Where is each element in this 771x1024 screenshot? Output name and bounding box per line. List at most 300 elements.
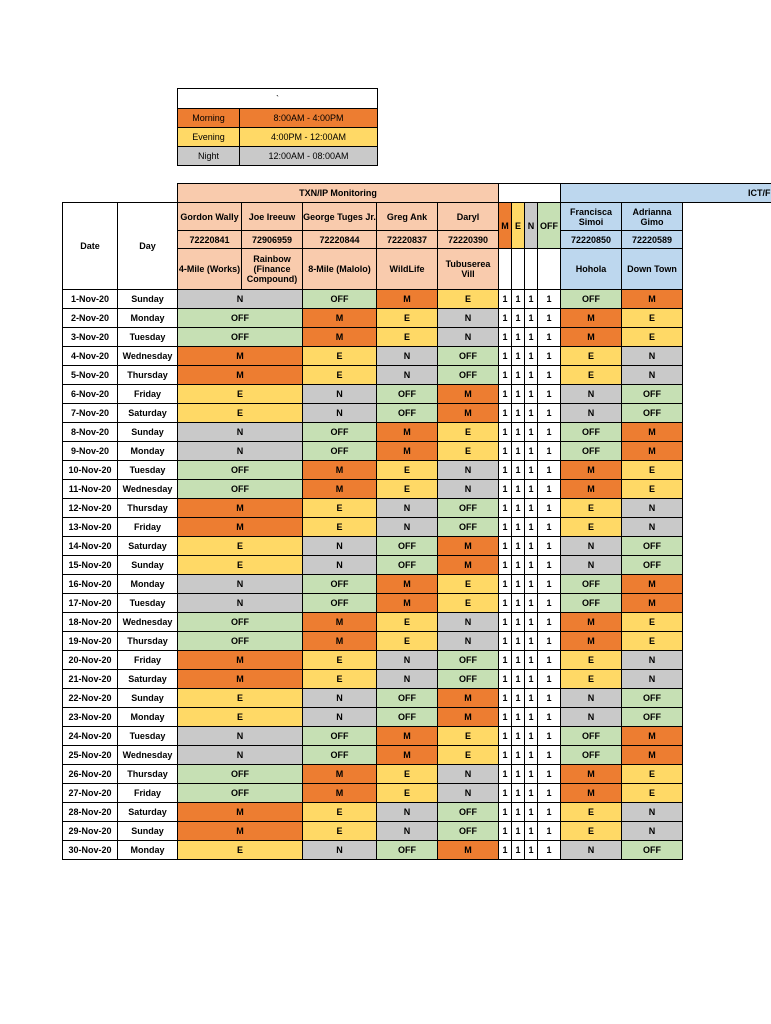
staff-name: George Tuges Jr. xyxy=(303,203,377,231)
day-cell: Friday xyxy=(118,651,178,670)
shift-cell: E xyxy=(178,385,303,404)
shift-cell: E xyxy=(438,746,499,765)
count-cell: 1 xyxy=(499,613,512,632)
shift-cell: N xyxy=(561,537,622,556)
shift-cell: N xyxy=(377,803,438,822)
shift-cell: N xyxy=(622,499,683,518)
count-cell: 1 xyxy=(538,727,561,746)
shift-cell: N xyxy=(178,290,303,309)
count-cell: 1 xyxy=(512,290,525,309)
shift-cell: N xyxy=(377,670,438,689)
shift-cell: OFF xyxy=(561,575,622,594)
count-cell: 1 xyxy=(525,727,538,746)
shift-cell: N xyxy=(377,499,438,518)
shift-cell: E xyxy=(622,632,683,651)
shift-cell: E xyxy=(622,328,683,347)
shift-cell: E xyxy=(377,328,438,347)
shift-cell: OFF xyxy=(622,841,683,860)
shift-cell: M xyxy=(622,575,683,594)
shift-cell: OFF xyxy=(178,461,303,480)
count-cell: 1 xyxy=(525,632,538,651)
count-cell: 1 xyxy=(499,575,512,594)
shift-cell: E xyxy=(377,480,438,499)
count-cell: 1 xyxy=(538,651,561,670)
count-cell: 1 xyxy=(512,727,525,746)
shift-cell: OFF xyxy=(622,556,683,575)
day-cell: Saturday xyxy=(118,670,178,689)
count-header-e: E xyxy=(512,203,525,249)
count-cell: 1 xyxy=(499,746,512,765)
count-cell: 1 xyxy=(538,556,561,575)
count-cell: 1 xyxy=(538,499,561,518)
shift-cell: OFF xyxy=(303,423,377,442)
shift-cell: OFF xyxy=(303,594,377,613)
day-column-header: Day xyxy=(118,203,178,290)
count-cell: 1 xyxy=(538,632,561,651)
count-cell: 1 xyxy=(525,328,538,347)
day-cell: Tuesday xyxy=(118,727,178,746)
staff-location: Tubuserea Vill xyxy=(438,249,499,290)
day-cell: Sunday xyxy=(118,556,178,575)
day-cell: Thursday xyxy=(118,632,178,651)
table-row xyxy=(63,765,771,784)
shift-cell: OFF xyxy=(303,575,377,594)
shift-cell: M xyxy=(622,423,683,442)
shift-cell: E xyxy=(561,822,622,841)
day-cell: Wednesday xyxy=(118,746,178,765)
shift-cell: OFF xyxy=(438,803,499,822)
shift-cell: E xyxy=(622,480,683,499)
day-cell: Thursday xyxy=(118,366,178,385)
count-cell: 1 xyxy=(499,366,512,385)
staff-id: 72220850 xyxy=(561,231,622,249)
shift-cell: E xyxy=(622,765,683,784)
shift-cell: N xyxy=(438,309,499,328)
shift-cell: N xyxy=(303,556,377,575)
shift-cell: E xyxy=(377,765,438,784)
shift-cell: E xyxy=(303,803,377,822)
shift-cell: OFF xyxy=(622,708,683,727)
shift-cell: E xyxy=(561,518,622,537)
day-cell: Monday xyxy=(118,841,178,860)
count-cell: 1 xyxy=(525,385,538,404)
staff-id: 72220589 xyxy=(622,231,683,249)
count-cell: 1 xyxy=(525,594,538,613)
shift-cell: E xyxy=(438,290,499,309)
table-row xyxy=(63,613,771,632)
shift-cell: M xyxy=(377,727,438,746)
shift-cell: M xyxy=(561,461,622,480)
shift-cell: N xyxy=(561,689,622,708)
table-row xyxy=(63,537,771,556)
shift-cell: N xyxy=(561,841,622,860)
shift-cell: OFF xyxy=(561,746,622,765)
shift-cell: N xyxy=(178,423,303,442)
count-cell: 1 xyxy=(538,537,561,556)
count-cell: 1 xyxy=(512,575,525,594)
table-row xyxy=(63,841,771,860)
staff-name: Greg Ank xyxy=(377,203,438,231)
staff-id: 72220841 xyxy=(178,231,242,249)
group-header-txn-ip: TXN/IP Monitoring xyxy=(178,184,499,203)
day-cell: Sunday xyxy=(118,822,178,841)
count-cell: 1 xyxy=(499,841,512,860)
shift-cell: N xyxy=(438,784,499,803)
shift-cell: E xyxy=(178,537,303,556)
shift-cell: OFF xyxy=(377,404,438,423)
shift-cell: M xyxy=(178,651,303,670)
shift-cell: OFF xyxy=(438,366,499,385)
count-cell: 1 xyxy=(512,841,525,860)
shift-cell: OFF xyxy=(622,385,683,404)
date-cell: 4-Nov-20 xyxy=(63,347,118,366)
count-cell: 1 xyxy=(538,328,561,347)
count-cell: 1 xyxy=(538,746,561,765)
count-cell: 1 xyxy=(499,404,512,423)
count-cell: 1 xyxy=(499,765,512,784)
shift-cell: M xyxy=(303,632,377,651)
count-cell: 1 xyxy=(525,309,538,328)
staff-name: Joe Ireeuw xyxy=(242,203,303,231)
table-row xyxy=(63,461,771,480)
shift-cell: OFF xyxy=(303,290,377,309)
shift-cell: M xyxy=(303,613,377,632)
date-cell: 2-Nov-20 xyxy=(63,309,118,328)
shift-cell: N xyxy=(303,689,377,708)
shift-cell: M xyxy=(561,765,622,784)
shift-cell: M xyxy=(438,537,499,556)
count-cell: 1 xyxy=(525,841,538,860)
shift-cell: M xyxy=(178,670,303,689)
table-row xyxy=(63,556,771,575)
shift-cell: M xyxy=(622,746,683,765)
shift-cell: M xyxy=(438,556,499,575)
shift-cell: OFF xyxy=(561,423,622,442)
count-cell: 1 xyxy=(512,689,525,708)
date-cell: 25-Nov-20 xyxy=(63,746,118,765)
date-cell: 29-Nov-20 xyxy=(63,822,118,841)
date-cell: 11-Nov-20 xyxy=(63,480,118,499)
count-cell: 1 xyxy=(499,423,512,442)
count-cell: 1 xyxy=(499,309,512,328)
shift-cell: OFF xyxy=(561,727,622,746)
shift-cell: E xyxy=(561,347,622,366)
count-cell: 1 xyxy=(512,366,525,385)
shift-cell: E xyxy=(438,594,499,613)
count-cell: 1 xyxy=(525,556,538,575)
count-cell: 1 xyxy=(499,385,512,404)
table-row xyxy=(63,385,771,404)
count-cell: 1 xyxy=(525,784,538,803)
count-cell: 1 xyxy=(512,404,525,423)
count-cell: 1 xyxy=(538,347,561,366)
shift-cell: E xyxy=(178,841,303,860)
count-cell: 1 xyxy=(538,765,561,784)
shift-cell: M xyxy=(438,404,499,423)
count-cell: 1 xyxy=(538,784,561,803)
count-cell: 1 xyxy=(538,309,561,328)
table-row xyxy=(63,499,771,518)
shift-cell: M xyxy=(377,423,438,442)
day-cell: Tuesday xyxy=(118,328,178,347)
shift-cell: OFF xyxy=(622,689,683,708)
count-cell: 1 xyxy=(499,670,512,689)
staff-id: 72220837 xyxy=(377,231,438,249)
date-cell: 16-Nov-20 xyxy=(63,575,118,594)
count-cell: 1 xyxy=(512,613,525,632)
count-cell: 1 xyxy=(512,632,525,651)
table-row xyxy=(63,784,771,803)
count-cell: 1 xyxy=(512,670,525,689)
staff-name: Gordon Wally xyxy=(178,203,242,231)
shift-cell: M xyxy=(438,841,499,860)
shift-cell: OFF xyxy=(303,746,377,765)
shift-legend xyxy=(177,88,378,166)
count-cell: 1 xyxy=(512,594,525,613)
date-cell: 18-Nov-20 xyxy=(63,613,118,632)
count-cell: 1 xyxy=(499,689,512,708)
shift-cell: N xyxy=(178,746,303,765)
staff-id: 72220844 xyxy=(303,231,377,249)
shift-cell: OFF xyxy=(622,404,683,423)
shift-cell: OFF xyxy=(438,651,499,670)
count-cell: 1 xyxy=(499,784,512,803)
shift-cell: N xyxy=(303,385,377,404)
count-cell: 1 xyxy=(512,385,525,404)
count-cell: 1 xyxy=(499,803,512,822)
date-cell: 1-Nov-20 xyxy=(63,290,118,309)
count-cell: 1 xyxy=(512,461,525,480)
count-cell: 1 xyxy=(538,404,561,423)
day-cell: Sunday xyxy=(118,423,178,442)
count-cell: 1 xyxy=(512,746,525,765)
count-header-m: M xyxy=(499,203,512,249)
count-cell: 1 xyxy=(499,290,512,309)
shift-cell: N xyxy=(303,708,377,727)
shift-cell: N xyxy=(622,651,683,670)
count-cell: 1 xyxy=(525,765,538,784)
shift-cell: OFF xyxy=(377,556,438,575)
shift-cell: OFF xyxy=(303,442,377,461)
count-cell: 1 xyxy=(499,822,512,841)
legend-morning-hours: 8:00AM - 4:00PM xyxy=(240,109,378,128)
count-cell: 1 xyxy=(538,822,561,841)
shift-cell: N xyxy=(303,537,377,556)
shift-cell: OFF xyxy=(438,347,499,366)
shift-cell: M xyxy=(561,328,622,347)
shift-cell: E xyxy=(178,404,303,423)
count-cell: 1 xyxy=(525,613,538,632)
count-cell: 1 xyxy=(512,442,525,461)
count-cell: 1 xyxy=(538,423,561,442)
shift-cell: N xyxy=(178,594,303,613)
count-cell: 1 xyxy=(525,290,538,309)
shift-cell: M xyxy=(303,784,377,803)
shift-cell: N xyxy=(377,822,438,841)
count-cell: 1 xyxy=(525,366,538,385)
shift-cell: N xyxy=(377,347,438,366)
shift-cell: N xyxy=(561,556,622,575)
shift-cell: E xyxy=(622,613,683,632)
shift-cell: E xyxy=(303,822,377,841)
shift-cell: M xyxy=(377,442,438,461)
shift-cell: N xyxy=(178,442,303,461)
count-cell: 1 xyxy=(525,423,538,442)
shift-cell: M xyxy=(303,765,377,784)
count-cell: 1 xyxy=(538,461,561,480)
date-cell: 14-Nov-20 xyxy=(63,537,118,556)
day-cell: Wednesday xyxy=(118,347,178,366)
shift-cell: OFF xyxy=(438,822,499,841)
date-cell: 8-Nov-20 xyxy=(63,423,118,442)
shift-cell: N xyxy=(438,765,499,784)
table-row xyxy=(63,708,771,727)
shift-cell: OFF xyxy=(377,537,438,556)
shift-cell: N xyxy=(561,404,622,423)
count-cell: 1 xyxy=(499,442,512,461)
count-cell: 1 xyxy=(499,708,512,727)
shift-cell: M xyxy=(178,518,303,537)
shift-cell: E xyxy=(438,423,499,442)
count-cell: 1 xyxy=(512,347,525,366)
day-cell: Sunday xyxy=(118,290,178,309)
date-cell: 9-Nov-20 xyxy=(63,442,118,461)
count-cell: 1 xyxy=(512,651,525,670)
shift-cell: OFF xyxy=(178,765,303,784)
shift-cell: N xyxy=(377,651,438,670)
count-cell: 1 xyxy=(525,670,538,689)
count-cell: 1 xyxy=(538,575,561,594)
shift-cell: OFF xyxy=(178,328,303,347)
date-cell: 15-Nov-20 xyxy=(63,556,118,575)
table-row xyxy=(63,670,771,689)
shift-cell: M xyxy=(178,822,303,841)
day-cell: Tuesday xyxy=(118,461,178,480)
shift-cell: E xyxy=(377,309,438,328)
shift-cell: OFF xyxy=(561,290,622,309)
count-cell: 1 xyxy=(499,537,512,556)
legend-morning-label: Morning xyxy=(178,109,240,128)
count-cell: 1 xyxy=(525,518,538,537)
staff-location: Rainbow (Finance Compound) xyxy=(242,249,303,290)
table-row xyxy=(63,689,771,708)
shift-cell: M xyxy=(178,499,303,518)
day-cell: Sunday xyxy=(118,689,178,708)
shift-cell: M xyxy=(178,803,303,822)
date-cell: 22-Nov-20 xyxy=(63,689,118,708)
shift-cell: E xyxy=(178,556,303,575)
count-cell: 1 xyxy=(499,461,512,480)
count-cell: 1 xyxy=(525,404,538,423)
count-cell: 1 xyxy=(538,594,561,613)
staff-name: Francisca Simoi xyxy=(561,203,622,231)
shift-cell: M xyxy=(622,290,683,309)
shift-cell: M xyxy=(561,784,622,803)
shift-cell: OFF xyxy=(438,499,499,518)
staff-location: WildLife xyxy=(377,249,438,290)
day-cell: Wednesday xyxy=(118,613,178,632)
shift-cell: E xyxy=(622,309,683,328)
day-cell: Monday xyxy=(118,442,178,461)
shift-cell: E xyxy=(303,651,377,670)
count-cell: 1 xyxy=(538,480,561,499)
table-row xyxy=(63,309,771,328)
count-cell: 1 xyxy=(512,328,525,347)
date-cell: 23-Nov-20 xyxy=(63,708,118,727)
shift-cell: E xyxy=(178,708,303,727)
date-column-header: Date xyxy=(63,203,118,290)
date-cell: 10-Nov-20 xyxy=(63,461,118,480)
table-row xyxy=(63,651,771,670)
table-row xyxy=(63,366,771,385)
date-cell: 5-Nov-20 xyxy=(63,366,118,385)
date-cell: 17-Nov-20 xyxy=(63,594,118,613)
count-cell: 1 xyxy=(499,632,512,651)
shift-cell: E xyxy=(561,651,622,670)
shift-cell: N xyxy=(622,366,683,385)
shift-cell: E xyxy=(303,670,377,689)
shift-cell: OFF xyxy=(438,670,499,689)
count-cell: 1 xyxy=(538,803,561,822)
date-cell: 20-Nov-20 xyxy=(63,651,118,670)
shift-cell: OFF xyxy=(561,442,622,461)
shift-cell: E xyxy=(377,784,438,803)
table-row xyxy=(63,347,771,366)
date-cell: 28-Nov-20 xyxy=(63,803,118,822)
shift-cell: OFF xyxy=(303,727,377,746)
count-cell: 1 xyxy=(499,727,512,746)
shift-cell: OFF xyxy=(438,518,499,537)
count-cell: 1 xyxy=(499,651,512,670)
shift-cell: N xyxy=(622,347,683,366)
count-cell: 1 xyxy=(538,385,561,404)
table-row xyxy=(63,746,771,765)
count-cell: 1 xyxy=(512,708,525,727)
shift-cell: N xyxy=(561,708,622,727)
day-cell: Monday xyxy=(118,708,178,727)
shift-cell: OFF xyxy=(377,689,438,708)
count-cell: 1 xyxy=(499,480,512,499)
count-cell: 1 xyxy=(512,765,525,784)
table-row xyxy=(63,404,771,423)
shift-cell: M xyxy=(303,480,377,499)
shift-cell: M xyxy=(377,575,438,594)
count-cell: 1 xyxy=(538,290,561,309)
shift-cell: E xyxy=(377,632,438,651)
date-cell: 7-Nov-20 xyxy=(63,404,118,423)
count-cell: 1 xyxy=(525,461,538,480)
shift-cell: N xyxy=(622,803,683,822)
shift-cell: N xyxy=(561,385,622,404)
count-cell: 1 xyxy=(525,803,538,822)
count-cell: 1 xyxy=(512,556,525,575)
count-cell: 1 xyxy=(538,518,561,537)
date-cell: 21-Nov-20 xyxy=(63,670,118,689)
shift-cell: E xyxy=(561,670,622,689)
count-cell: 1 xyxy=(512,480,525,499)
shift-cell: M xyxy=(377,594,438,613)
shift-cell: M xyxy=(438,689,499,708)
shift-cell: N xyxy=(438,461,499,480)
count-cell: 1 xyxy=(525,689,538,708)
day-cell: Saturday xyxy=(118,803,178,822)
shift-cell: E xyxy=(438,727,499,746)
shift-cell: M xyxy=(561,613,622,632)
count-cell: 1 xyxy=(499,328,512,347)
day-cell: Thursday xyxy=(118,499,178,518)
shift-cell: M xyxy=(561,632,622,651)
day-cell: Monday xyxy=(118,309,178,328)
